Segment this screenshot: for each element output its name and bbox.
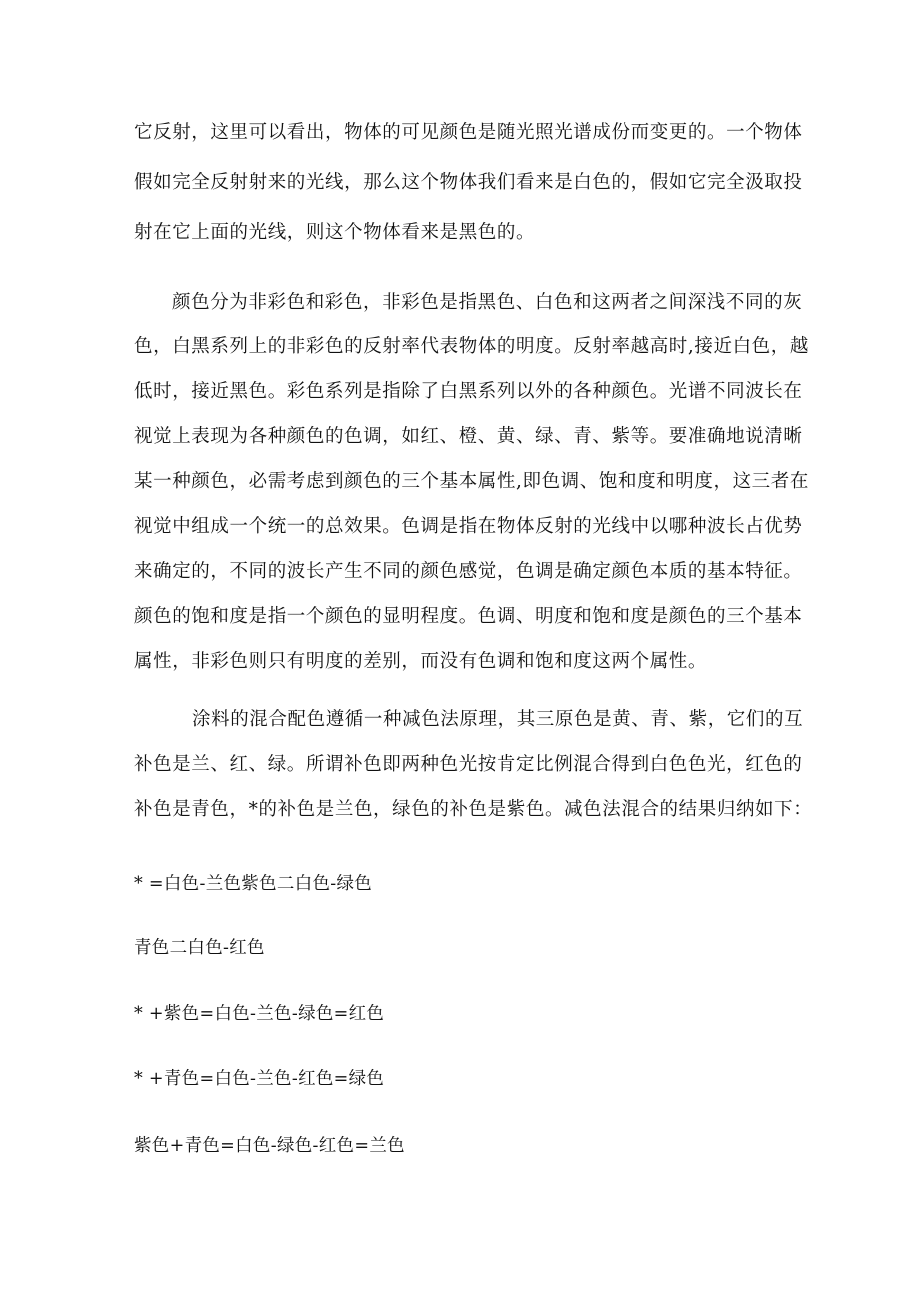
formula-3: * +紫色=白色-兰色-绿色=红色 (134, 1004, 385, 1024)
paragraph-3-line-2: 补色是兰、红、绿。所谓补色即两种色光按肯定比例混合得到白色色光，红色的 (134, 754, 803, 775)
paragraph-2-line-9: 属性，非彩色则只有明度的差别，而没有色调和饱和度这两个属性。 (134, 651, 708, 672)
paragraph-2-line-5: 某一种颜色，必需考虑到颜色的三个基本属性,即色调、饱和度和明度，这三者在 (134, 471, 809, 492)
paragraph-2-line-2: 色，白黑系列上的非彩色的反射率代表物体的明度。反射率越高时,接近白色，越 (134, 336, 809, 357)
paragraph-1-line-2: 假如完全反射射来的光线，那么这个物体我们看来是白色的，假如它完全汲取投 (134, 172, 803, 193)
paragraph-2-line-1: 颜色分为非彩色和彩色，非彩色是指黑色、白色和这两者之间深浅不同的灰 (172, 292, 803, 313)
paragraph-1-line-1: 它反射，这里可以看出，物体的可见颜色是随光照光谱成份而变更的。一个物体 (134, 122, 803, 143)
paragraph-3-line-1: 涂料的混合配色遵循一种减色法原理，其三原色是黄、青、紫，它们的互 (192, 709, 804, 730)
formula-5: 紫色+青色=白色-绿色-红色=兰色 (134, 1136, 405, 1156)
paragraph-2-line-6: 视觉中组成一个统一的总效果。色调是指在物体反射的光线中以哪种波长占优势 (134, 516, 803, 537)
formula-2: 青色二白色-红色 (134, 938, 265, 958)
paragraph-2-line-7: 来确定的，不同的波长产生不同的颜色感觉，色调是确定颜色本质的基本特征。 (134, 561, 803, 582)
formula-1: * =白色-兰色紫色二白色-绿色 (134, 874, 373, 894)
paragraph-2-line-3: 低时，接近黑色。彩色系列是指除了白黑系列以外的各种颜色。光谱不同波长在 (134, 381, 803, 402)
paragraph-2-line-4: 视觉上表现为各种颜色的色调，如红、橙、黄、绿、青、紫等。要准确地说清晰 (134, 426, 803, 447)
paragraph-1-line-3: 射在它上面的光线，则这个物体看来是黑色的。 (134, 222, 536, 243)
paragraph-3-line-3: 补色是青色，*的补色是兰色，绿色的补色是紫色。减色法混合的结果归纳如下： (134, 799, 813, 820)
formula-4: * +青色=白色-兰色-红色=绿色 (134, 1069, 385, 1089)
paragraph-2-line-8: 颜色的饱和度是指一个颜色的显明程度。色调、明度和饱和度是颜色的三个基本 (134, 606, 803, 627)
